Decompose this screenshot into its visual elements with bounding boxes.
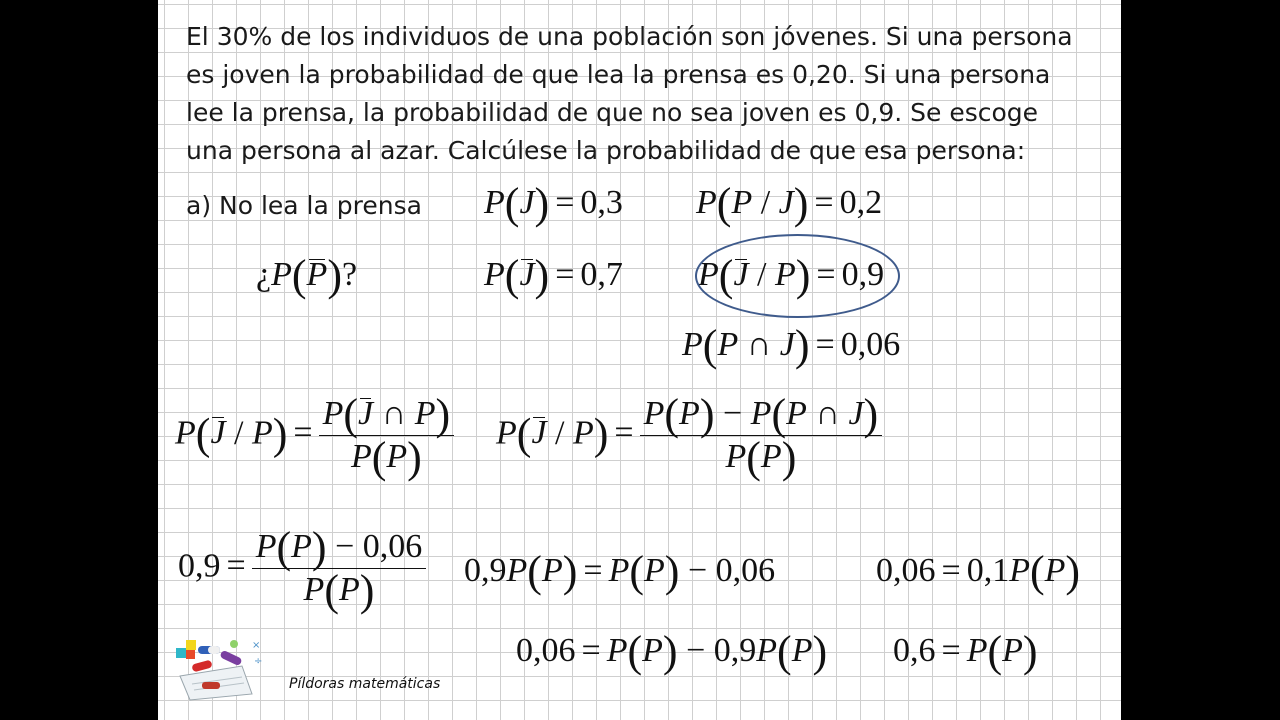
part-a-label: a) No lea la prensa [186,191,422,220]
eq-p-p-given-j: P(P / J) = 0,2 [696,179,883,228]
formula-bayes-2: P(J / P) = $\frac{P(P) - P(P \cap J)}{P(P)}$ [496,395,882,476]
problem-line-3: lee la prensa, la probabilidad de que no sea joven es 0,9. Se escoge [186,98,1039,127]
eq-p-p-given-j-value: 0,2 [839,184,883,221]
formula-step-3-coef: 0,1 [966,552,1010,589]
eq-p-not-j-given-p: P(J / P) = 0,9 [698,251,885,300]
eq-p-j: P(J) = 0,3 [484,179,623,228]
problem-line-1: El 30% de los individuos de una población son jóvenes. Si una persona [186,22,1073,51]
fraction-bayes-1: $\frac{P(J \cap P)}{P(P)}$ [319,395,455,476]
formula-bayes-1: P(J / P) = $\frac{P(J \cap P)}{P(P)}$ [175,395,454,476]
highlight-ring [695,234,900,318]
formula-step-1-value: 0,06 [715,552,776,589]
eq-p-intersection-value: 0,06 [840,326,901,363]
formula-step-2-coef: 0,9 [713,632,757,669]
formula-substituted-lhs: 0,9 [178,547,221,585]
worksheet-slide [158,0,1121,720]
formula-result: 0,6 = P(P) [893,627,1038,676]
fraction-substituted: $\frac{P(P) - 0,06}{P(P)}$ [252,528,427,609]
formula-step-1-coef: 0,9 [464,552,507,589]
eq-p-not-j: P(J) = 0,7 [484,251,623,300]
problem-statement [186,18,1106,170]
formula-step-1: 0,9P(P) = P(P) − 0,06 [464,547,776,596]
problem-line-2: es joven la probabilidad de que lea la prensa es 0,20. Si una persona [186,60,1051,89]
question-p-not-p: ¿P(P)? [256,251,358,300]
formula-step-2-lhs: 0,06 [516,632,576,669]
formula-result-value: 0,6 [893,632,936,669]
svg-text:÷: ÷ [254,656,263,667]
formula-step-3-lhs: 0,06 [876,552,936,589]
fraction-substituted-value: 0,06 [362,528,423,565]
formula-step-3: 0,06 = 0,1P(P) [876,547,1081,596]
svg-text:×: × [252,640,261,651]
formula-substituted: 0,9 = $\frac{P(P) - 0,06}{P(P)}$ [178,528,426,609]
problem-line-4: una persona al azar. Calcúlese la probabilidad de que esa persona: [186,136,1026,165]
eq-p-not-j-given-p-value: 0,9 [841,256,885,293]
eq-p-intersection: P(P ∩ J) = 0,06 [682,321,901,370]
pills-logo-icon [172,636,272,702]
eq-p-j-value: 0,3 [580,184,623,221]
eq-p-not-j-value: 0,7 [580,256,623,293]
formula-step-2: 0,06 = P(P) − 0,9P(P) [516,627,828,676]
fraction-bayes-2: $\frac{P(P) - P(P \cap J)}{P(P)}$ [640,395,883,476]
brand-name: Píldoras matemáticas [289,676,441,692]
